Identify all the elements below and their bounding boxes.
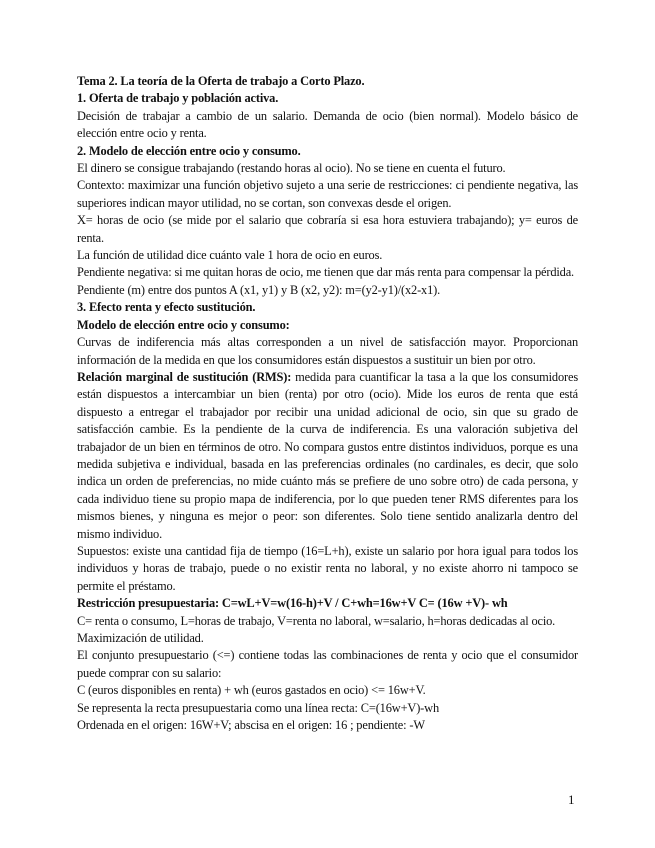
formula-line: C (euros disponibles en renta) + wh (euros gastados en ocio) <= 16w+V. [77, 683, 426, 698]
document-title: Tema 2. La teoría de la Oferta de trabajo a Corto Plazo. [77, 74, 365, 88]
paragraph: Supuestos: existe una cantidad fija de tiempo (16=L+h), existe un salario por hora igual para todos los individuos y horas de trabajo, puede o no existir renta no laboral, y no existe ahorro ni tampoco se permite el préstamo. [77, 543, 578, 593]
paragraph: El conjunto presupuestario (<=) contiene todas las combinaciones de renta y ocio que el consumidor puede comprar con su salario: [77, 648, 578, 680]
page-number: 1 [568, 792, 575, 807]
paragraph: Decisión de trabajar a cambio de un salario. Demanda de ocio (bien normal). Modelo básico de elección entre ocio y renta. [77, 108, 578, 141]
paragraph: Pendiente negativa: si me quitan horas de ocio, me tienen que dar más renta para compensar la pérdida. [77, 265, 575, 280]
section-2-heading: 2. Modelo de elección entre ocio y consumo. [77, 143, 301, 158]
formula-line: Se representa la recta presupuestaria como una línea recta: C=(16w+V)-wh [77, 700, 440, 715]
paragraph: Pendiente (m) entre dos puntos A (x1, y1) y B (x2, y2): m=(y2-y1)/(x2-x1). [77, 282, 441, 297]
rms-label: Relación marginal de sustitución (RMS): [77, 369, 292, 384]
paragraph: El dinero se consigue trabajando (restando horas al ocio). No se tiene en cuenta el futuro. [77, 161, 506, 176]
section-3-heading: 3. Efecto renta y efecto sustitución. [77, 300, 256, 315]
formula-line: Ordenada en el origen: 16W+V; abscisa en el origen: 16 ; pendiente: -W [77, 718, 425, 733]
paragraph: Curvas de indiferencia más altas corresponden a un nivel de satisfacción mayor. Proporcionan información de la medida en que los consumidores están dispuestos a sustituir un bien por otro. [77, 335, 578, 367]
section-1-heading: 1. Oferta de trabajo y población activa. [77, 91, 279, 106]
paragraph: Maximización de utilidad. [77, 631, 204, 645]
paragraph: Contexto: maximizar una función objetivo sujeto a una serie de restricciones: ci pendiente negativa, las superiores indican mayor utilidad, no se cortan, son convexas desde el origen. [77, 178, 578, 210]
rms-text: medida para cuantificar la tasa a la que los consumidores están dispuestos a intercambiar un bien (renta) por otro (ocio). Mide los euros de renta que está dispuesto a entregar el trabajador por recibir una unidad adicional de ocio, sin que su grado de satisfacción cambie. Es la pendiente de la curva de indiferencia. Es una valoración subjetiva del trabajador de un bien en términos de otro. No compara gustos entre distintos individuos, porque es una medida subjetiva e individual, basada en las preferencias ordinales (no cardinales, es decir, que solo indica un orden de preferencias, no mide cuánto más se prefiere de uno sobre otro) de cada persona, y cada individuo tiene su propio mapa de indiferencia, por lo que pueden tener RMS diferentes para los mismos bienes, y ninguna es mejor o peor: son diferentes. Solo tiene sentido analizarla dentro del mismo individuo. [77, 369, 578, 541]
rms-paragraph [77, 369, 578, 543]
paragraph: La función de utilidad dice cuánto vale 1 hora de ocio en euros. [77, 248, 383, 263]
section-3-subheading: Modelo de elección entre ocio y consumo: [77, 317, 290, 332]
paragraph: X= horas de ocio (se mide por el salario que cobraría si esa hora estuviera trabajando); y= euros de renta. [77, 213, 578, 245]
restriccion-heading: Restricción presupuestaria: C=wL+V=w(16-h)+V / C+wh=16w+V C= (16w +V)- wh [77, 596, 508, 611]
paragraph: C= renta o consumo, L=horas de trabajo, V=renta no laboral, w=salario, h=horas dedicadas al ocio. [77, 613, 556, 628]
document-body [77, 73, 578, 734]
